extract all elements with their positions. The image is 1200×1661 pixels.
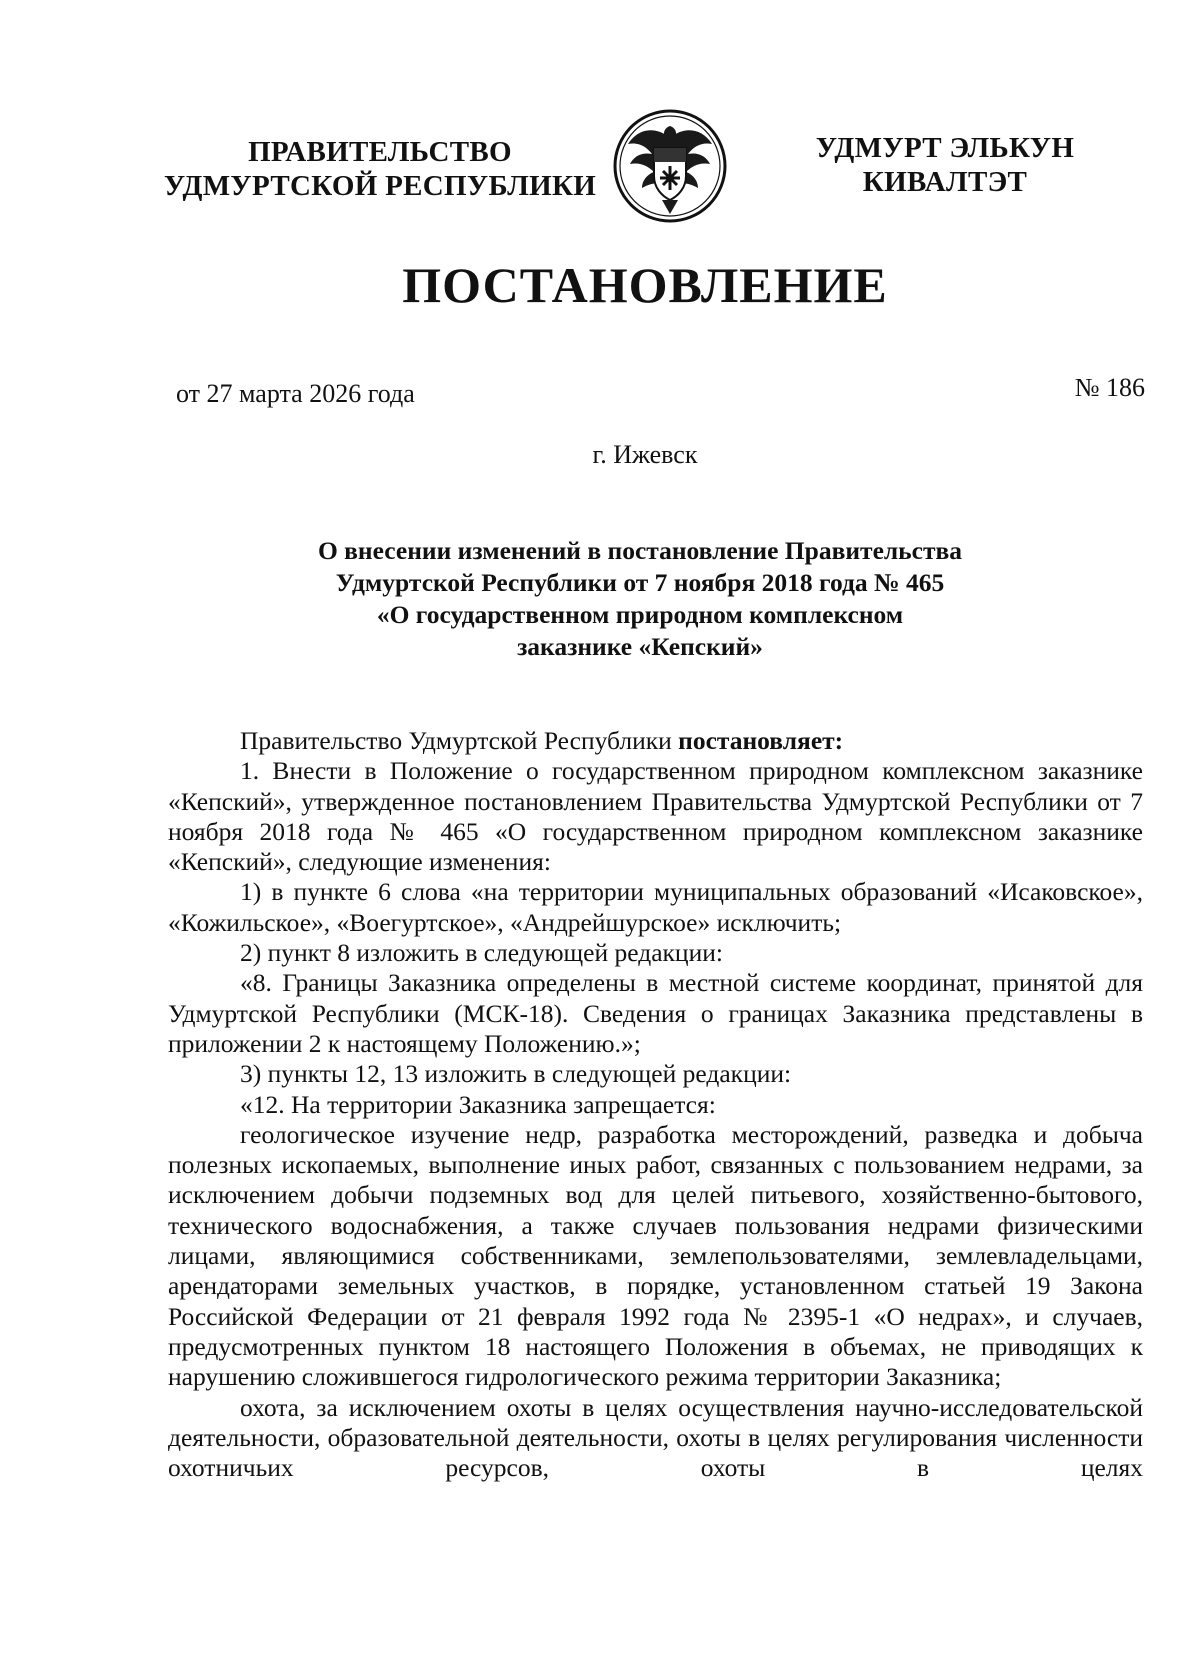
lead-bold-verb: постановляет: <box>678 726 844 755</box>
body-paragraph: 3) пункты 12, 13 изложить в следующей редакции: <box>240 1059 792 1089</box>
document-number: № 186 <box>1074 373 1145 402</box>
body-paragraph: 1. Внести в Положение о государственном природном комплексном заказнике «Кепский», утвержденное постановлением Правительства Удмуртской Республики от 7 ноября 2018 года № 465 «О государственном природном комплексном заказнике «Кепский», следующие изменения: <box>168 756 1143 877</box>
issuer-udmurt <box>785 131 1105 199</box>
subject-line: «О государственном природном комплексном <box>376 600 904 629</box>
document-city: г. Ижевск <box>592 440 698 469</box>
document-date: от 27 марта 2026 года <box>176 379 415 408</box>
subject-line: Удмуртской Республики от 7 ноября 2018 года № 465 <box>335 568 945 597</box>
subject-line: О внесении изменений в постановление Правительства <box>317 536 963 565</box>
subject-line: заказнике «Кепский» <box>517 632 763 661</box>
issuer-udmurt-line2: КИВАЛТЭТ <box>862 166 1028 198</box>
udmurt-coat-of-arms-icon <box>612 108 728 224</box>
body-paragraph: «8. Границы Заказника определены в местной системе координат, принятой для Удмуртской Республики (МСК-18). Сведения о границах Заказника представлены в приложении 2 к настоящему Положению.»; <box>168 968 1143 1058</box>
issuer-russian <box>150 135 610 203</box>
lead-text: Правительство Удмуртской Республики <box>240 726 679 755</box>
body-paragraph: 1) в пункте 6 слова «на территории муниципальных образований «Исаковское», «Кожильское», «Воегуртское», «Андрейшурское» исключить; <box>168 877 1143 937</box>
document-body <box>168 726 1143 1483</box>
body-paragraph: «12. На территории Заказника запрещается: <box>240 1089 716 1119</box>
issuer-russian-line2: УДМУРТСКОЙ РЕСПУБЛИКИ <box>163 170 597 202</box>
body-paragraph: 2) пункт 8 изложить в следующей редакции: <box>240 938 723 968</box>
document-subject <box>260 535 1020 663</box>
body-paragraph: охота, за исключением охоты в целях осуществления научно-исследовательской деятельности, образовательной деятельности, охоты в целях регулирования численности охотничьих ресурсов, охоты в целях <box>168 1392 1143 1483</box>
issuer-udmurt-line1: УДМУРТ ЭЛЬКУН <box>815 132 1075 164</box>
resolution-lead <box>168 726 1143 756</box>
issuer-russian-line1: ПРАВИТЕЛЬСТВО <box>248 136 512 168</box>
body-paragraph: геологическое изучение недр, разработка месторождений, разведка и добыча полезных ископаемых, выполнение иных работ, связанных с пользованием недрами, за исключением добычи подземных вод для целей питьевого, хозяйственно-бытового, технического водоснабжения, а также случаев пользования недрами физическими лицами, являющимися собственниками, землепользователями, землевладельцами, арендаторами земельных участков, в порядке, установленном статьей 19 Закона Российской Федерации от 21 февраля 1992 года № 2395-1 «О недрах», и случаев, предусмотренных пунктом 18 настоящего Положения в объемах, не приводящих к нарушению сложившегося гидрологического режима территории Заказника; <box>168 1119 1143 1392</box>
document-type-title: ПОСТАНОВЛЕНИЕ <box>402 257 888 313</box>
